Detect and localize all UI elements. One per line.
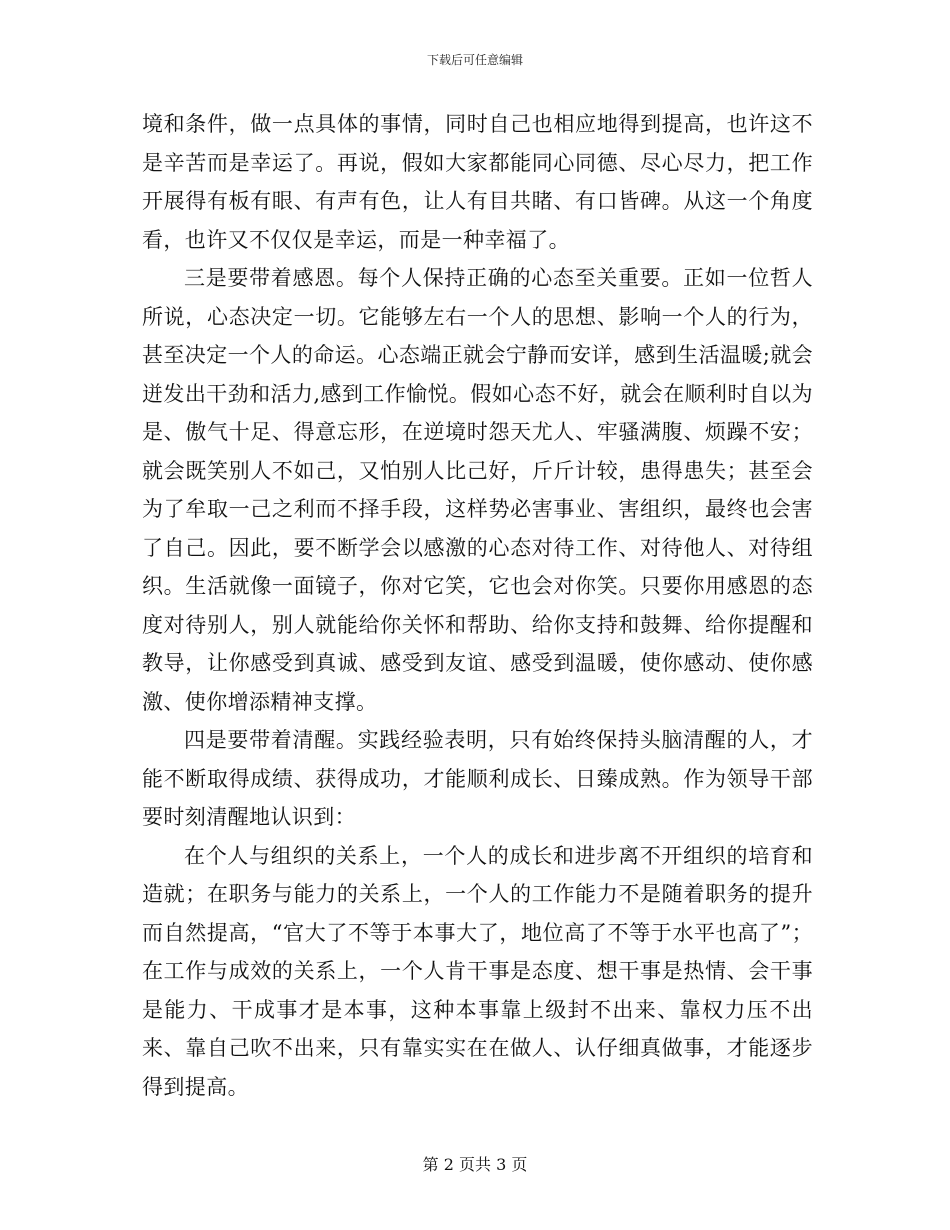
paragraph-clarity: 四是要带着清醒。实践经验表明，只有始终保持头脑清醒的人，才能不断取得成绩、获得成功，才能顺利成长、日臻成熟。作为领导干部要时刻清醒地认识到： — [142, 728, 813, 829]
page-footer: 第 2 页共 3 页 — [422, 1155, 528, 1174]
paragraph-continuation: 境和条件，做一点具体的事情，同时自己也相应地得到提高，也许这不是辛苦而是幸运了。再说，假如大家都能同心同德、尽心尽力，把工作开展得有板有眼、有声有色，让人有目共睹、有口皆碑。从这一个角度看，也许又不仅仅是幸运，而是一种幸福了。 — [142, 112, 813, 252]
page-header: 下载后可任意编辑 — [426, 53, 523, 67]
document-body — [142, 105, 813, 1106]
paragraph-gratitude: 三是要带着感恩。每个人保持正确的心态至关重要。正如一位哲人所说，心态决定一切。它能够左右一个人的思想、影响一个人的行为，甚至决定一个人的命运。心态端正就会宁静而安详，感到生活温暖;就会迸发出干劲和活力,感到工作愉悦。假如心态不好，就会在顺利时自以为是、傲气十足、得意忘形，在逆境时怨天尤人、牢骚满腹、烦躁不安；就会既笑别人不如己，又怕别人比己好，斤斤计较，患得患失；甚至会为了牟取一己之利而不择手段，这样势必害事业、害组织，最终也会害了自己。因此，要不断学会以感激的心态对待工作、对待他人、对待组织。生活就像一面镜子，你对它笑，它也会对你笑。只要你用感恩的态度对待别人，别人就能给你关怀和帮助、给你支持和鼓舞、给你提醒和教导，让你感受到真诚、感受到友谊、感受到温暖，使你感动、使你感激、使你增添精神支撑。 — [142, 266, 813, 714]
paragraph-relationships: 在个人与组织的关系上，一个人的成长和进步离不开组织的培育和造就；在职务与能力的关系上，一个人的工作能力不是随着职务的提升而自然提高，“官大了不等于本事大了，地位高了不等于水平也高了”；在工作与成效的关系上，一个人肯干事是态度、想干事是热情、会干事是能力、干成事才是本事，这种本事靠上级封不出来、靠权力压不出来、靠自己吹不出来，只有靠实实在在做人、认仔细真做事，才能逐步得到提高。 — [142, 843, 813, 1099]
